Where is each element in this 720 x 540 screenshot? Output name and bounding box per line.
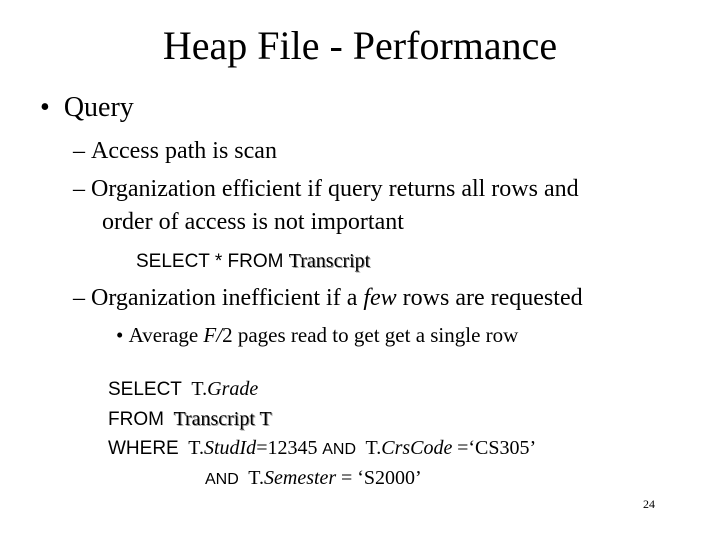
dash-marker: – xyxy=(73,176,85,202)
sql2-where-val3: = ‘S2000’ xyxy=(340,467,422,489)
sql-table-name: Transcript xyxy=(288,250,371,272)
sql2-where-val1: =12345 xyxy=(256,437,318,459)
sql2-where-kw: WHERE xyxy=(108,438,179,459)
sub-bullet-efficient xyxy=(73,176,579,203)
sub-bullet-efficient-line1: Organization efficient if query returns all rows and xyxy=(91,176,579,202)
sql2-where-line xyxy=(108,437,536,460)
sql2-select-field: Grade xyxy=(207,378,259,400)
sql2-select-prefix: T. xyxy=(191,378,208,400)
sql-example-scan xyxy=(136,250,370,273)
sub-bullet-access-path xyxy=(73,138,277,165)
sql-keyword: SELECT * FROM xyxy=(136,251,289,272)
bullet-query xyxy=(40,92,134,124)
sub-bullet-inefficient-post: rows are requested xyxy=(396,285,583,311)
sql2-and-line xyxy=(205,467,422,490)
sql2-where-field2: CrsCode xyxy=(381,437,453,459)
bullet-average-pages xyxy=(116,323,518,348)
sql2-where-val2: =‘CS305’ xyxy=(457,437,537,459)
page-number: 24 xyxy=(643,497,655,511)
average-pages-em: F/ xyxy=(203,323,223,347)
sub-bullet-inefficient xyxy=(73,285,583,312)
bullet-marker: • xyxy=(40,92,50,123)
bullet-query-label: Query xyxy=(63,92,134,123)
dash-marker: – xyxy=(73,285,85,311)
sub-bullet-inefficient-pre: Organization inefficient if a xyxy=(91,285,364,311)
sql2-and-kw1: AND xyxy=(322,441,356,458)
dash-marker: – xyxy=(73,138,85,164)
sql2-where-field1: StudId xyxy=(203,437,257,459)
sub-bullet-inefficient-em: few xyxy=(363,285,397,311)
bullet-marker: • xyxy=(116,323,124,347)
sql2-where-field3: Semester xyxy=(264,467,337,489)
slide-title: Heap File - Performance xyxy=(162,23,558,68)
sql2-from-kw: FROM xyxy=(108,409,164,430)
average-pages-pre: Average xyxy=(128,323,204,347)
sql2-select-kw: SELECT xyxy=(108,379,182,400)
sql2-from-line xyxy=(108,408,272,431)
average-pages-post: 2 pages read to get get a single row xyxy=(222,323,519,347)
sql2-where-prefix2: T. xyxy=(365,437,382,459)
sql2-where-prefix3: T. xyxy=(248,467,265,489)
sub-bullet-efficient-line2: order of access is not important xyxy=(102,209,404,235)
sql2-where-prefix1: T. xyxy=(188,437,204,459)
sql2-select-line xyxy=(108,378,258,401)
sql2-and-kw2: AND xyxy=(205,471,239,488)
sub-bullet-access-path-text: Access path is scan xyxy=(91,138,277,164)
sql2-from-table: Transcript T xyxy=(173,408,272,430)
